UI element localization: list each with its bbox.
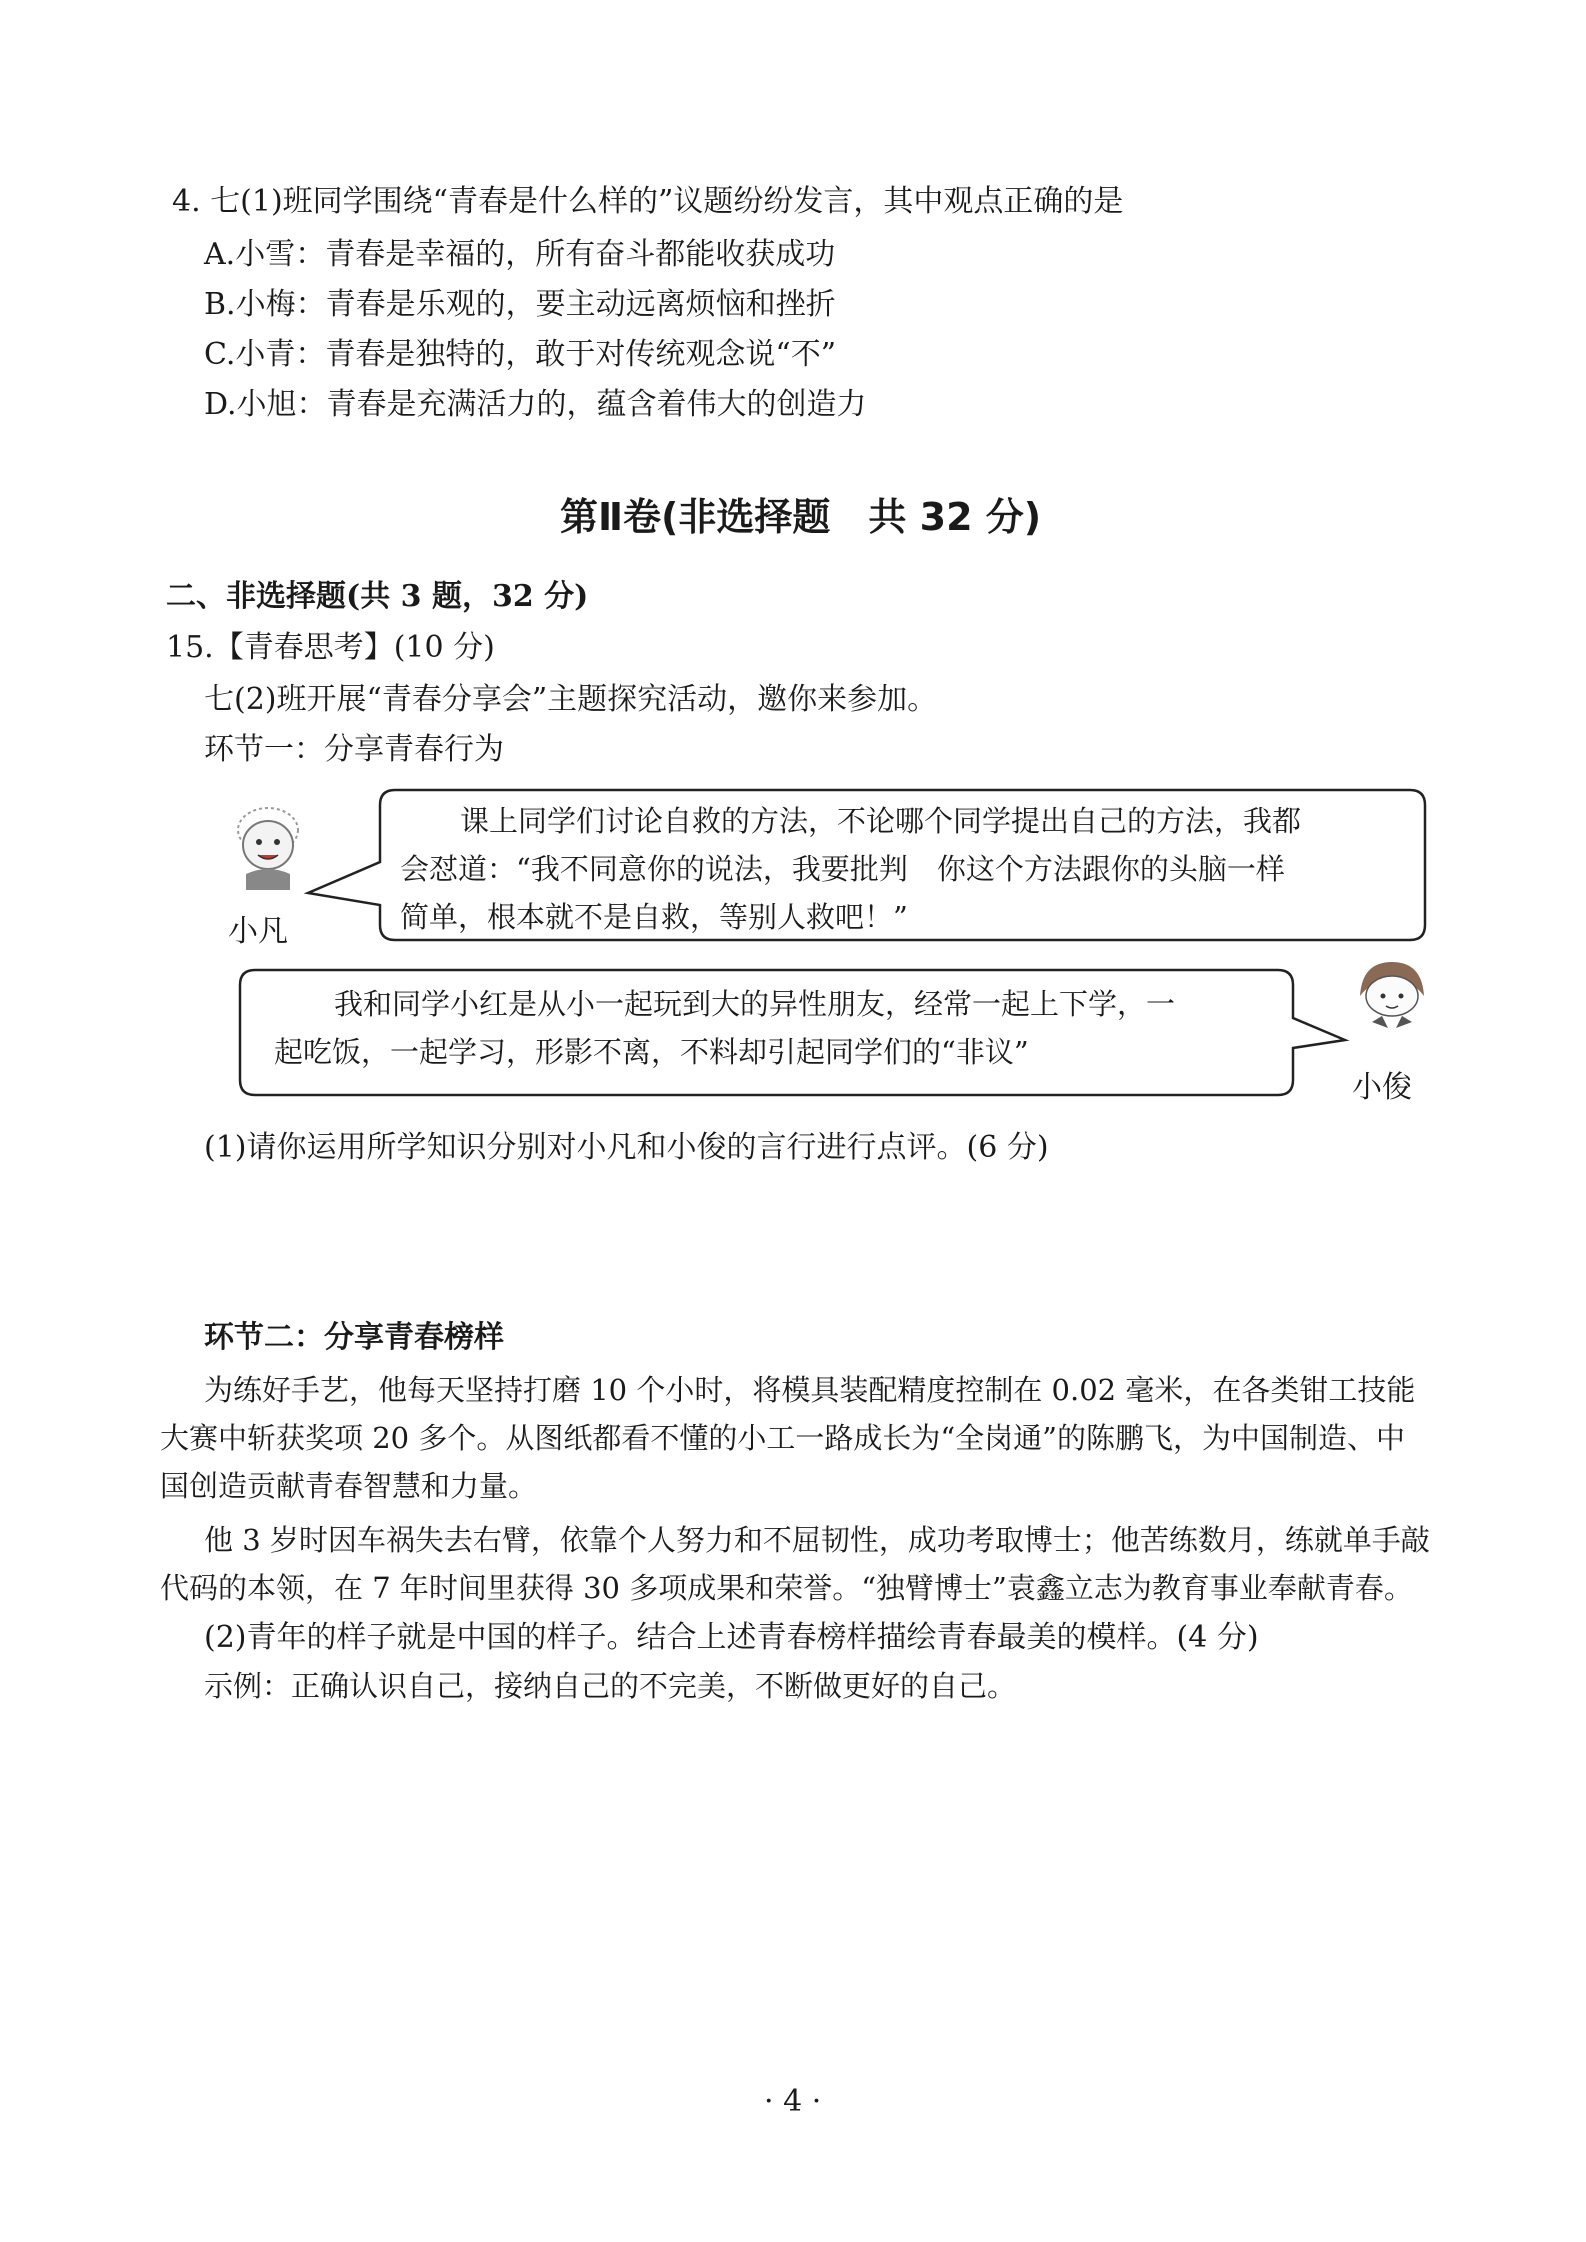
option-a[interactable]: A.小雪：青春是幸福的，所有奋斗都能收获成功 — [204, 237, 836, 272]
bubble1-line3: 简单，根本就不是自救，等别人救吧！” — [400, 900, 908, 934]
answer-space-1[interactable] — [204, 1180, 1404, 1290]
page-number: · 4 · — [764, 2084, 822, 2119]
avatar-xiaofan-icon — [228, 800, 308, 900]
example-answer: 示例：正确认识自己，接纳自己的不完美，不断做更好的自己。 — [204, 1669, 1017, 1703]
sub-question-1: (1)请你运用所学知识分别对小凡和小俊的言行进行点评。(6 分) — [204, 1130, 1049, 1165]
avatar-xiaojun-icon — [1352, 956, 1432, 1046]
para1-line2: 大赛中斩获奖项 20 多个。从图纸都看不懂的小工一路成长为“全岗通”的陈鹏飞，为中国制造、中 — [160, 1421, 1405, 1455]
bubble1-line2: 会怼道：“我不同意你的说法，我要批判 你这个方法跟你的头脑一样 — [400, 852, 1285, 886]
question-15-intro: 七(2)班开展“青春分享会”主题探究活动，邀你来参加。 — [204, 682, 938, 717]
sub-question-2: (2)青年的样子就是中国的样子。结合上述青春榜样描绘青春最美的模样。(4 分) — [204, 1620, 1259, 1655]
question-14-stem: 4. 七(1)班同学围绕“青春是什么样的”议题纷纷发言，其中观点正确的是 — [172, 184, 1124, 219]
bubble2-line1: 我和同学小红是从小一起玩到大的异性朋友，经常一起上下学，一 — [334, 987, 1176, 1021]
option-c[interactable]: C.小青：青春是独特的，敢于对传统观念说“不” — [204, 337, 837, 372]
para2-line1: 他 3 岁时因车祸失去右臂，依靠个人努力和不屈韧性，成功考取博士；他苦练数月，练就单手敲 — [204, 1523, 1430, 1557]
bubble2-line2: 起吃饭，一起学习，形影不离，不料却引起同学们的“非议” — [274, 1035, 1029, 1069]
para2-line2: 代码的本领，在 7 年时间里获得 30 多项成果和荣誉。“独臂博士”袁鑫立志为教育事业奉献青春。 — [160, 1571, 1413, 1605]
speaker-xiaojun: 小俊 — [1352, 1070, 1412, 1105]
part2-heading: 二、非选择题(共 3 题，32 分) — [166, 579, 589, 614]
option-d[interactable]: D.小旭：青春是充满活力的，蕴含着伟大的创造力 — [204, 387, 867, 422]
answer-space-2[interactable] — [204, 1720, 1404, 2020]
para1-line1: 为练好手艺，他每天坚持打磨 10 个小时，将模具装配精度控制在 0.02 毫米，在各类钳工技能 — [204, 1373, 1416, 1407]
part2-title: 第Ⅱ卷(非选择题 共 32 分) — [560, 495, 1042, 539]
bubble1-line1: 课上同学们讨论自救的方法，不论哪个同学提出自己的方法，我都 — [460, 804, 1302, 838]
question-15-title: 15.【青春思考】(10 分) — [166, 630, 495, 665]
para1-line3: 国创造贡献青春智慧和力量。 — [160, 1469, 538, 1503]
step1-title: 环节一：分享青春行为 — [204, 732, 504, 767]
option-b[interactable]: B.小梅：青春是乐观的，要主动远离烦恼和挫折 — [204, 287, 836, 322]
step2-title: 环节二：分享青春榜样 — [204, 1320, 504, 1355]
speaker-xiaofan: 小凡 — [228, 914, 288, 949]
